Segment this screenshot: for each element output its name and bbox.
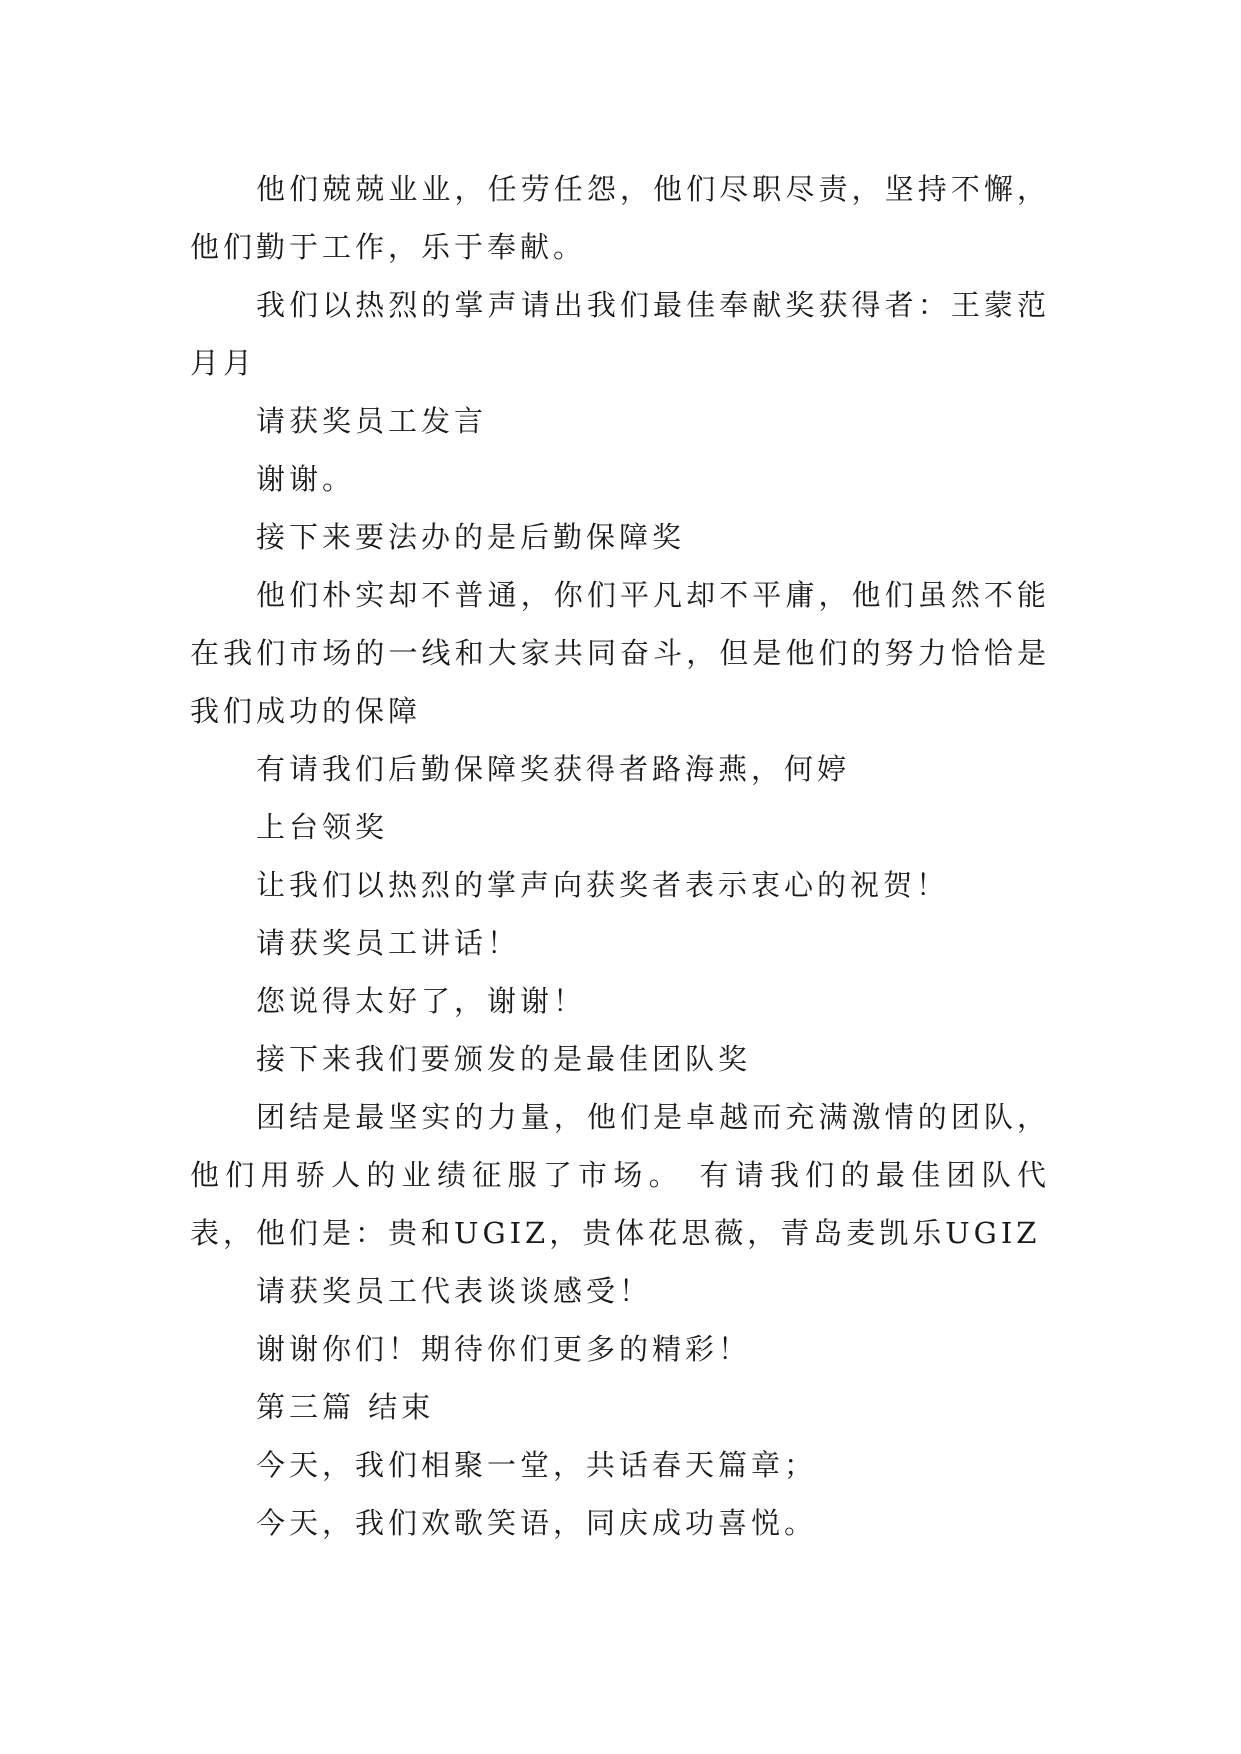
paragraph: 接下来我们要颁发的是最佳团队奖 bbox=[256, 1042, 752, 1076]
section-heading: 第三篇 结束 bbox=[256, 1390, 435, 1424]
paragraph: 他们兢兢业业，任劳任怨，他们尽职尽责，坚持不懈，他们勤于工作，乐于奉献。 bbox=[190, 172, 1050, 264]
paragraph: 请获奖员工发言 bbox=[256, 404, 488, 438]
paragraph: 团结是最坚实的力量，他们是卓越而充满激情的团队，他们用骄人的业绩征服了市场。 有请我们的最佳团队代表，他们是：贵和UGIZ，贵体花思薇，青岛麦凯乐UGIZ bbox=[190, 1100, 1050, 1250]
paragraph: 请获奖员工代表谈谈感受！ bbox=[256, 1274, 653, 1308]
paragraph: 他们朴实却不普通，你们平凡却不平庸，他们虽然不能在我们市场的一线和大家共同奋斗，但是他们的努力恰恰是我们成功的保障 bbox=[190, 578, 1050, 728]
paragraph: 请获奖员工讲话！ bbox=[256, 926, 521, 960]
paragraph: 让我们以热烈的掌声向获奖者表示衷心的祝贺！ bbox=[256, 868, 950, 902]
paragraph: 今天，我们相聚一堂，共话春天篇章； bbox=[256, 1448, 818, 1482]
paragraph: 今天，我们欢歌笑语，同庆成功喜悦。 bbox=[256, 1506, 818, 1540]
paragraph: 我们以热烈的掌声请出我们最佳奉献奖获得者：王蒙范月月 bbox=[190, 288, 1050, 380]
paragraph: 有请我们后勤保障奖获得者路海燕，何婷 bbox=[256, 752, 851, 786]
paragraph: 上台领奖 bbox=[256, 810, 389, 844]
paragraph: 您说得太好了，谢谢！ bbox=[256, 984, 587, 1018]
document-body bbox=[190, 160, 1050, 1552]
paragraph: 接下来要法办的是后勤保障奖 bbox=[256, 520, 686, 554]
paragraph: 谢谢。 bbox=[256, 462, 356, 496]
paragraph: 谢谢你们！期待你们更多的精彩！ bbox=[256, 1332, 752, 1366]
